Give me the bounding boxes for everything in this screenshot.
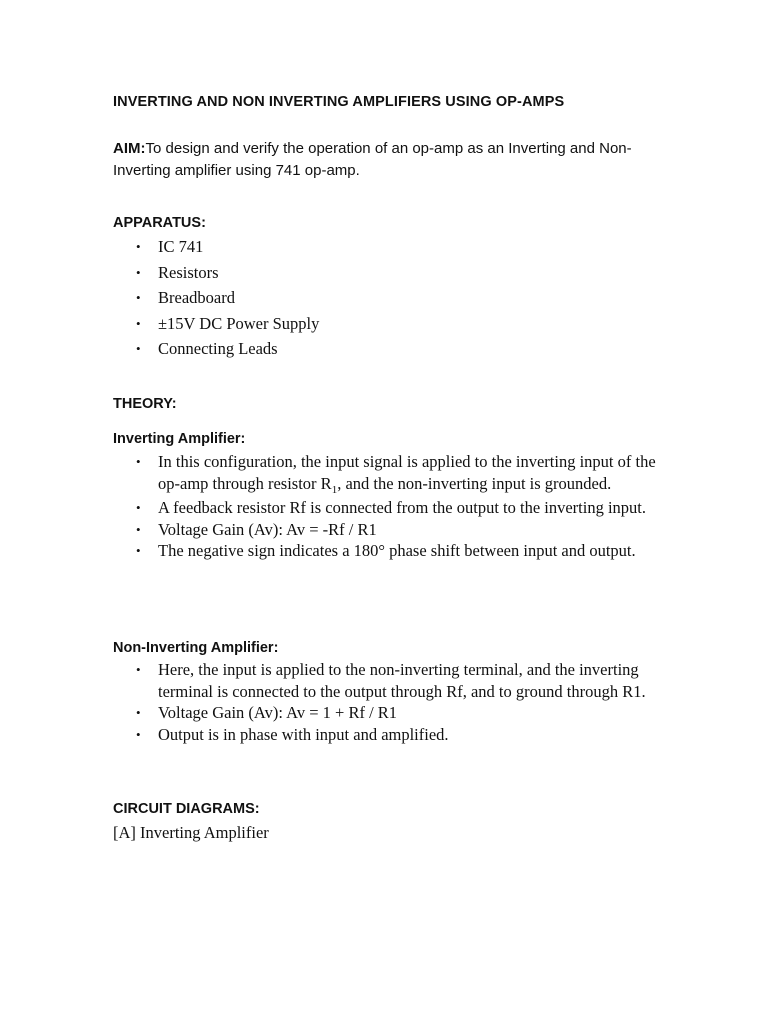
bullet-icon: • — [136, 500, 141, 515]
bullet-icon: • — [136, 264, 141, 280]
bullet-icon: • — [136, 726, 141, 742]
list-item: • Resistors — [113, 260, 663, 286]
list-item: • Output is in phase with input and amplified. — [136, 724, 449, 744]
list-item: • IC 741 — [113, 234, 663, 260]
bullet-icon: • — [136, 239, 141, 254]
circuit-diagrams-heading: CIRCUIT DIAGRAMS: — [113, 801, 260, 817]
list-item: • In this configuration, the input signal is applied to the inverting input of the op-amp through resistor $R_1$, and the non-inverting input is grounded. — [136, 452, 656, 496]
list-item: • Breadboard — [113, 285, 663, 311]
list-item: • A feedback resistor Rf is connected from the output to the inverting input. — [136, 498, 647, 517]
aim-paragraph — [113, 138, 673, 182]
list-item: • Connecting Leads — [113, 336, 663, 362]
apparatus-heading: APPARATUS: — [113, 215, 206, 231]
bullet-icon: • — [136, 341, 141, 356]
theory-heading: THEORY: — [113, 396, 177, 412]
list-item: • ±15V DC Power Supply — [113, 311, 663, 337]
bullet-icon: • — [136, 290, 141, 305]
aim-label: AIM: — [113, 140, 146, 157]
bullet-icon: • — [136, 521, 141, 537]
list-item: • Here, the input is applied to the non-inverting terminal, and the inverting terminal is connected to the output through Rf, and to ground through R1. — [136, 660, 646, 701]
document-title: INVERTING AND NON INVERTING AMPLIFIERS USING OP-AMPS — [113, 94, 565, 110]
bullet-icon: • — [136, 543, 141, 558]
inverting-amplifier-caption: [A] Inverting Amplifier — [113, 823, 269, 842]
list-item: • Voltage Gain (Av): Av = 1 + Rf / R1 — [136, 703, 398, 722]
bullet-icon: • — [136, 662, 141, 677]
bullet-icon: • — [136, 454, 141, 469]
non-inverting-amplifier-heading: Non-Inverting Amplifier: — [113, 640, 279, 656]
list-item: • Voltage Gain (Av): Av = -Rf / R1 — [136, 519, 377, 539]
inverting-amplifier-heading: Inverting Amplifier: — [113, 431, 246, 447]
subscript: 1 — [331, 483, 338, 496]
aim-text: To design and verify the operation of an op-amp as an Inverting and Non-Inverting amplifier using 741 op-amp. — [113, 140, 632, 179]
non-inverting-amplifier-list — [113, 659, 663, 745]
bullet-icon: • — [136, 705, 141, 720]
inverting-amplifier-list — [113, 451, 663, 562]
apparatus-list — [113, 234, 663, 362]
list-item: • The negative sign indicates a 180° phase shift between input and output. — [136, 541, 636, 560]
bullet-icon: • — [136, 315, 141, 331]
